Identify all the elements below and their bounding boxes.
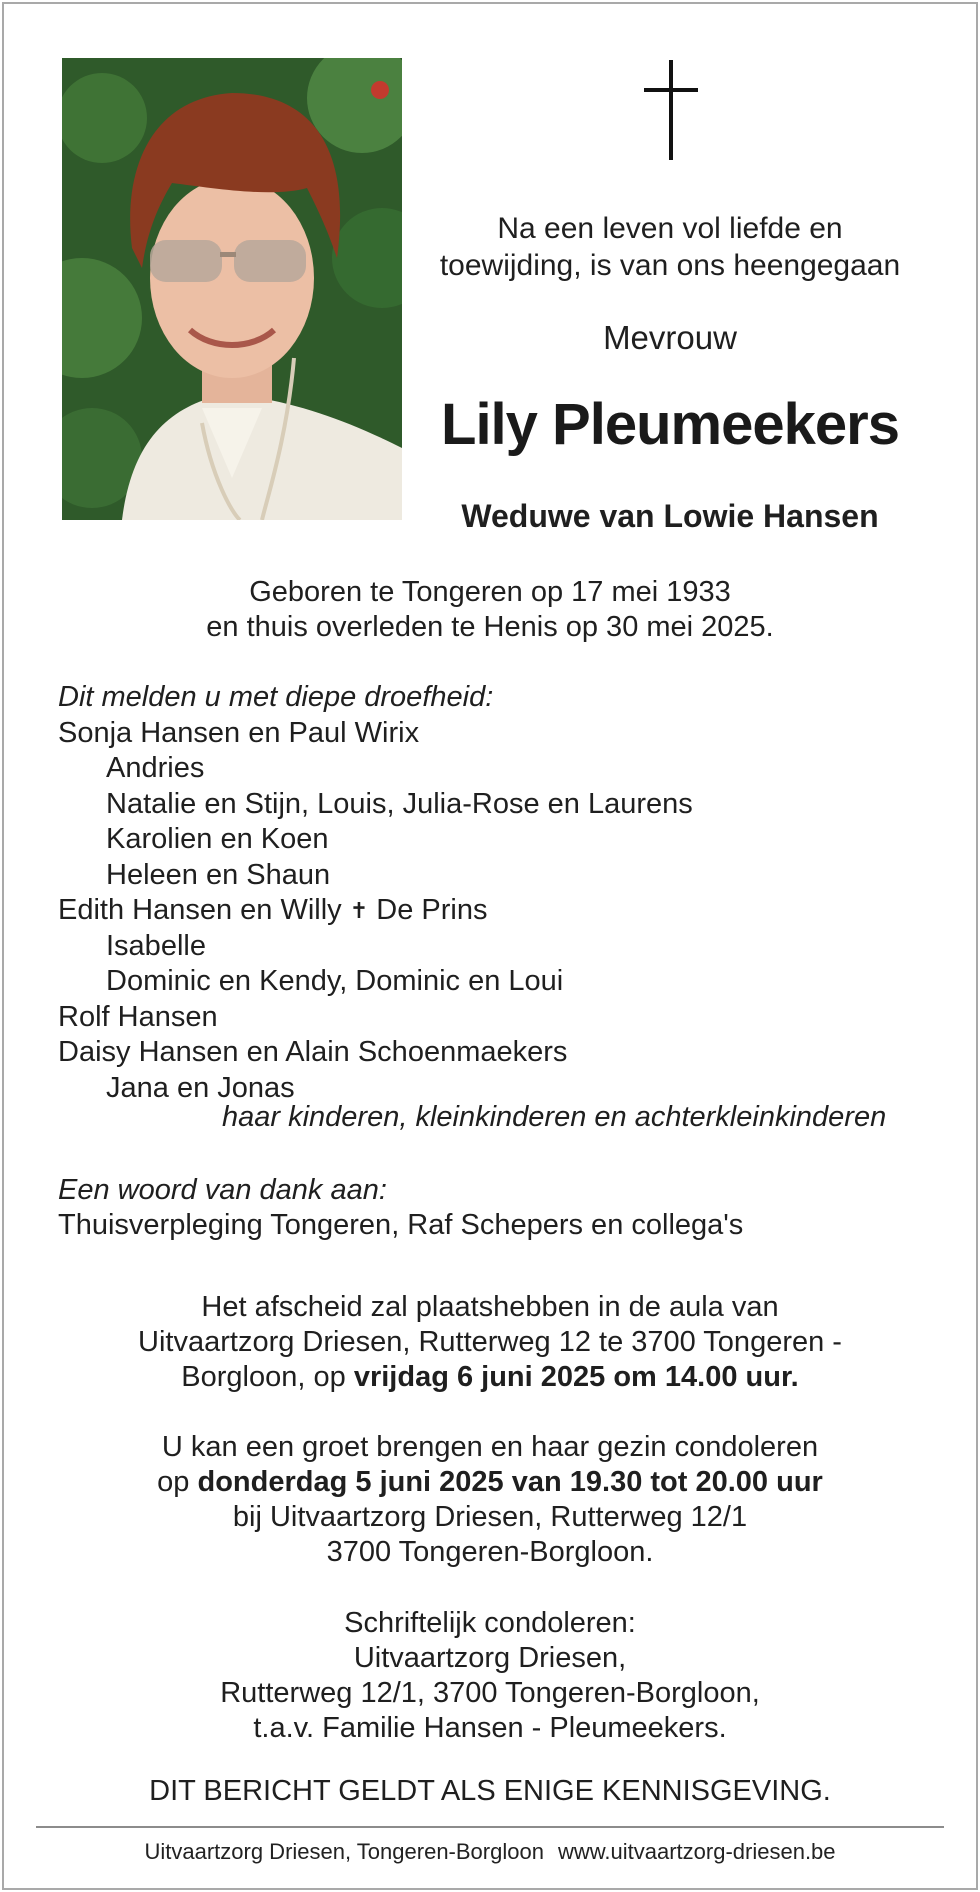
thanks-text: Thuisverpleging Tongeren, Raf Schepers en collega's [58,1209,744,1241]
salutation: Mevrouw [603,319,737,356]
family-row-text: De Prins [376,894,488,926]
intro-line-2: toewijding, is van ons heengegaan [439,249,901,282]
family-row: Heleen en Shaun [106,858,331,891]
family-row: Andries [106,752,205,784]
family-row: Karolien en Koen [106,823,329,855]
family-row: Jana en Jonas [106,1071,295,1104]
family-row: Isabelle [106,929,206,962]
intro-line-1: Na een leven vol liefde en [497,212,843,245]
born-line-1: Geboren te Tongeren op 17 mei 1933 [249,576,731,608]
farewell-section [40,1290,940,1395]
born-line-2: en thuis overleden te Henis op 30 mei 2025. [206,611,774,643]
written-line-1: Schriftelijk condoleren: [344,1607,636,1639]
family-row: Dominic en Kendy, Dominic en Loui [106,965,564,997]
family-row: Rolf Hansen [58,1000,218,1033]
family-list [58,680,887,1133]
visit-line-1: U kan een groet brengen en haar gezin condoleren [161,1431,819,1463]
family-row: Sonja Hansen en Paul Wirix [58,716,420,749]
farewell-line-2: Uitvaartzorg Driesen, Rutterweg 12 te 3700 Tongeren - [138,1326,842,1358]
visitation-section [40,1430,940,1570]
visit-datetime: donderdag 5 juni 2025 van 19.30 tot 20.00 uur [197,1466,823,1498]
visit-line-4: 3700 Tongeren-Borgloon. [326,1536,654,1568]
family-heading: Dit melden u met diepe droefheid: [58,681,494,713]
official-notice: DIT BERICHT GELDT ALS ENIGE KENNISGEVING. [149,1775,831,1807]
footer-website-link[interactable]: www.uitvaartzorg-driesen.be [557,1839,836,1864]
family-row-text: Edith Hansen en Willy [58,894,342,926]
written-line-3: Rutterweg 12/1, 3700 Tongeren-Borgloon, [220,1677,760,1709]
family-row: Daisy Hansen en Alain Schoenmaekers [58,1036,568,1068]
deceased-cross-icon: ✝ [349,898,369,923]
written-line-2: Uitvaartzorg Driesen, [353,1642,627,1674]
deceased-name: Lily Pleumeekers [441,392,899,457]
footer-company: Uitvaartzorg Driesen, Tongeren-Borgloon [144,1839,544,1864]
thanks-section [58,1173,743,1243]
thanks-heading: Een woord van dank aan: [58,1174,387,1206]
footer-divider [36,1826,944,1828]
farewell-datetime: vrijdag 6 juni 2025 om 14.00 uur. [353,1361,799,1393]
visit-line-2 [40,1465,940,1500]
farewell-line-3 [40,1360,940,1395]
latin-cross-icon [644,60,698,160]
portrait-photo [62,58,402,520]
widow-of: Weduwe van Lowie Hansen [461,498,879,534]
written-condolence-section [40,1606,940,1746]
written-line-4: t.a.v. Familie Hansen - Pleumeekers. [253,1712,727,1744]
family-row [58,893,693,929]
family-row: Natalie en Stijn, Louis, Julia-Rose en Laurens [106,787,693,820]
intro-text [420,210,920,284]
birth-death-info [40,575,940,645]
farewell-line-1: Het afscheid zal plaatshebben in de aula van [201,1291,779,1323]
farewell-line-3-text: Borgloon, op [181,1361,346,1393]
visit-line-3: bij Uitvaartzorg Driesen, Rutterweg 12/1 [232,1501,748,1533]
visit-line-2-text: op [157,1466,190,1498]
footer [36,1838,944,1866]
family-relation: haar kinderen, kleinkinderen en achterkleinkinderen [222,1101,887,1133]
